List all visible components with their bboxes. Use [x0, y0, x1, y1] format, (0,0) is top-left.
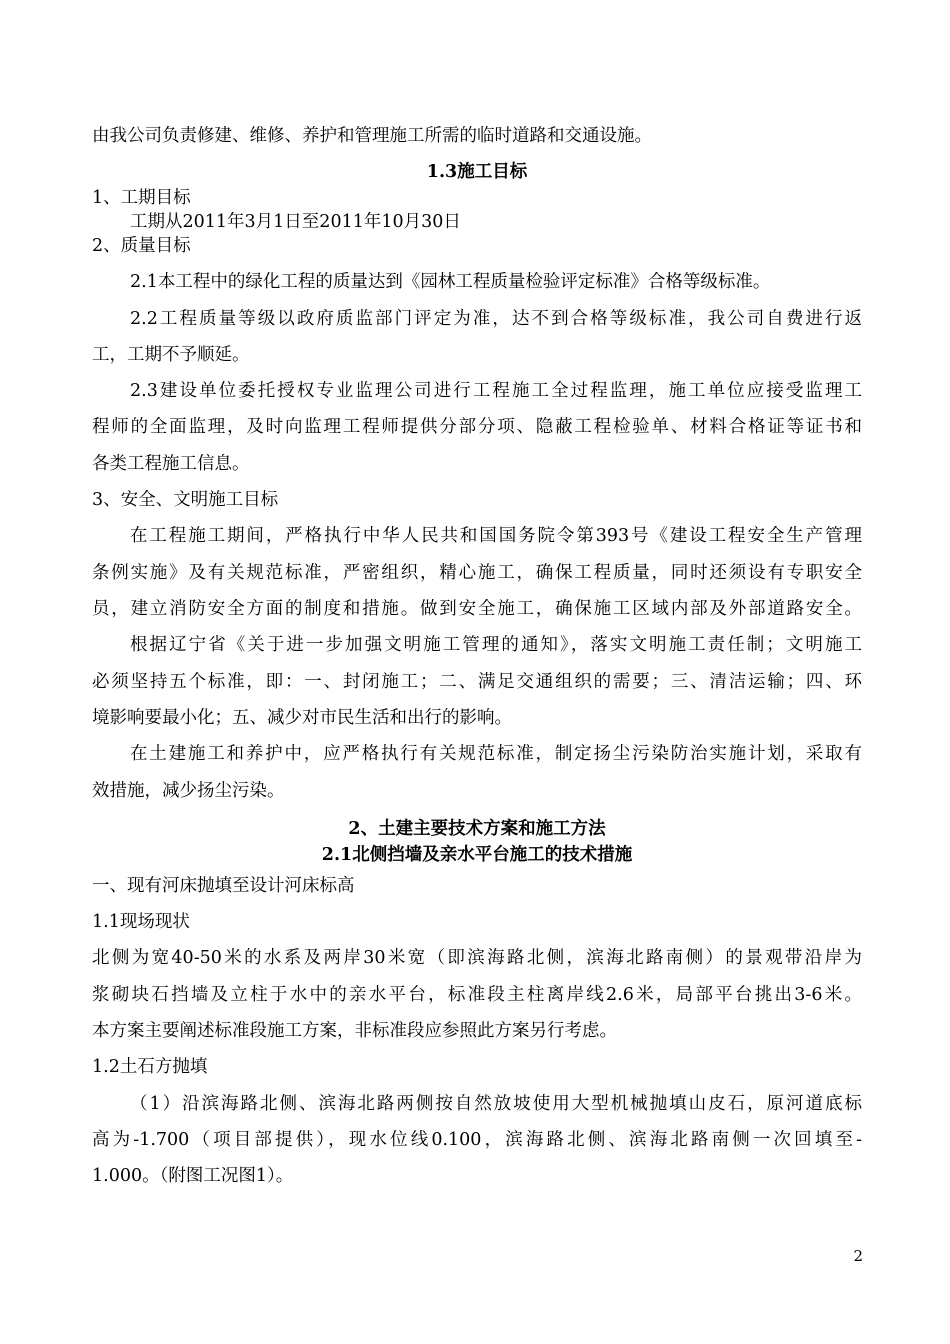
- body-line: （1）沿滨海路北侧、滨海北路两侧按自然放坡使用大型机械抛填山皮石，原河道底标: [130, 1094, 862, 1114]
- body-line: 工期从2011年3月1日至2011年10月30日: [130, 212, 461, 232]
- body-line: 北侧为宽40-50米的水系及两岸30米宽（即滨海路北侧，滨海北路南侧）的景观带沿岸为: [92, 948, 862, 968]
- body-line: 本方案主要阐述标准段施工方案，非标准段应参照此方案另行考虑。: [92, 1021, 617, 1041]
- subsection-label: 1.1现场现状: [92, 912, 190, 932]
- body-line: 根据辽宁省《关于进一步加强文明施工管理的通知》，落实文明施工责任制；文明施工: [130, 635, 862, 655]
- list-item: 1、工期目标: [92, 188, 191, 208]
- section-heading-2: 2、土建主要技术方案和施工方法: [348, 819, 606, 839]
- body-line: 境影响要最小化；五、减少对市民生活和出行的影响。: [92, 708, 512, 728]
- section-heading-1-3: 1.3施工目标: [426, 162, 528, 182]
- body-line: 2.1本工程中的绿化工程的质量达到《园林工程质量检验评定标准》合格等级标准。: [130, 272, 771, 292]
- body-line: 工，工期不予顺延。: [92, 345, 250, 365]
- body-line: 2.2工程质量等级以政府质监部门评定为准，达不到合格等级标准，我公司自费进行返: [130, 309, 862, 329]
- body-line: 效措施，减少扬尘污染。: [92, 781, 285, 801]
- subsection-label: 1.2土石方抛填: [92, 1057, 208, 1077]
- body-line: 各类工程施工信息。: [92, 454, 250, 474]
- body-line: 2.3建设单位委托授权专业监理公司进行工程施工全过程监理，施工单位应接受监理工: [130, 381, 862, 401]
- body-line: 高为-1.700（项目部提供），现水位线0.100，滨海路北侧、滨海北路南侧一次回填至-: [92, 1130, 862, 1150]
- list-item: 一、现有河床抛填至设计河床标高: [92, 876, 355, 896]
- body-line: 由我公司负责修建、维修、养护和管理施工所需的临时道路和交通设施。: [92, 126, 652, 146]
- list-item: 2、质量目标: [92, 236, 191, 256]
- list-item: 3、安全、文明施工目标: [92, 490, 279, 510]
- body-line: 浆砌块石挡墙及立柱于水中的亲水平台，标准段主柱离岸线2.6米，局部平台挑出3-6米。: [92, 985, 862, 1005]
- section-heading-2-1: 2.1北侧挡墙及亲水平台施工的技术措施: [321, 845, 633, 865]
- page-number: 2: [853, 1247, 863, 1265]
- body-line: 员，建立消防安全方面的制度和措施。做到安全施工，确保施工区域内部及外部道路安全。: [92, 599, 862, 619]
- body-line: 在工程施工期间，严格执行中华人民共和国国务院令第393号《建设工程安全生产管理: [130, 526, 862, 546]
- body-line: 条例实施》及有关规范标准，严密组织，精心施工，确保工程质量，同时还须设有专职安全: [92, 563, 862, 583]
- body-line: 1.000。（附图工况图1）。: [92, 1166, 294, 1186]
- body-line: 必须坚持五个标准，即：一、封闭施工；二、满足交通组织的需要；三、清洁运输；四、环: [92, 672, 862, 692]
- body-line: 程师的全面监理，及时向监理工程师提供分部分项、隐蔽工程检验单、材料合格证等证书和: [92, 417, 862, 437]
- body-line: 在土建施工和养护中，应严格执行有关规范标准，制定扬尘污染防治实施计划，采取有: [130, 744, 862, 764]
